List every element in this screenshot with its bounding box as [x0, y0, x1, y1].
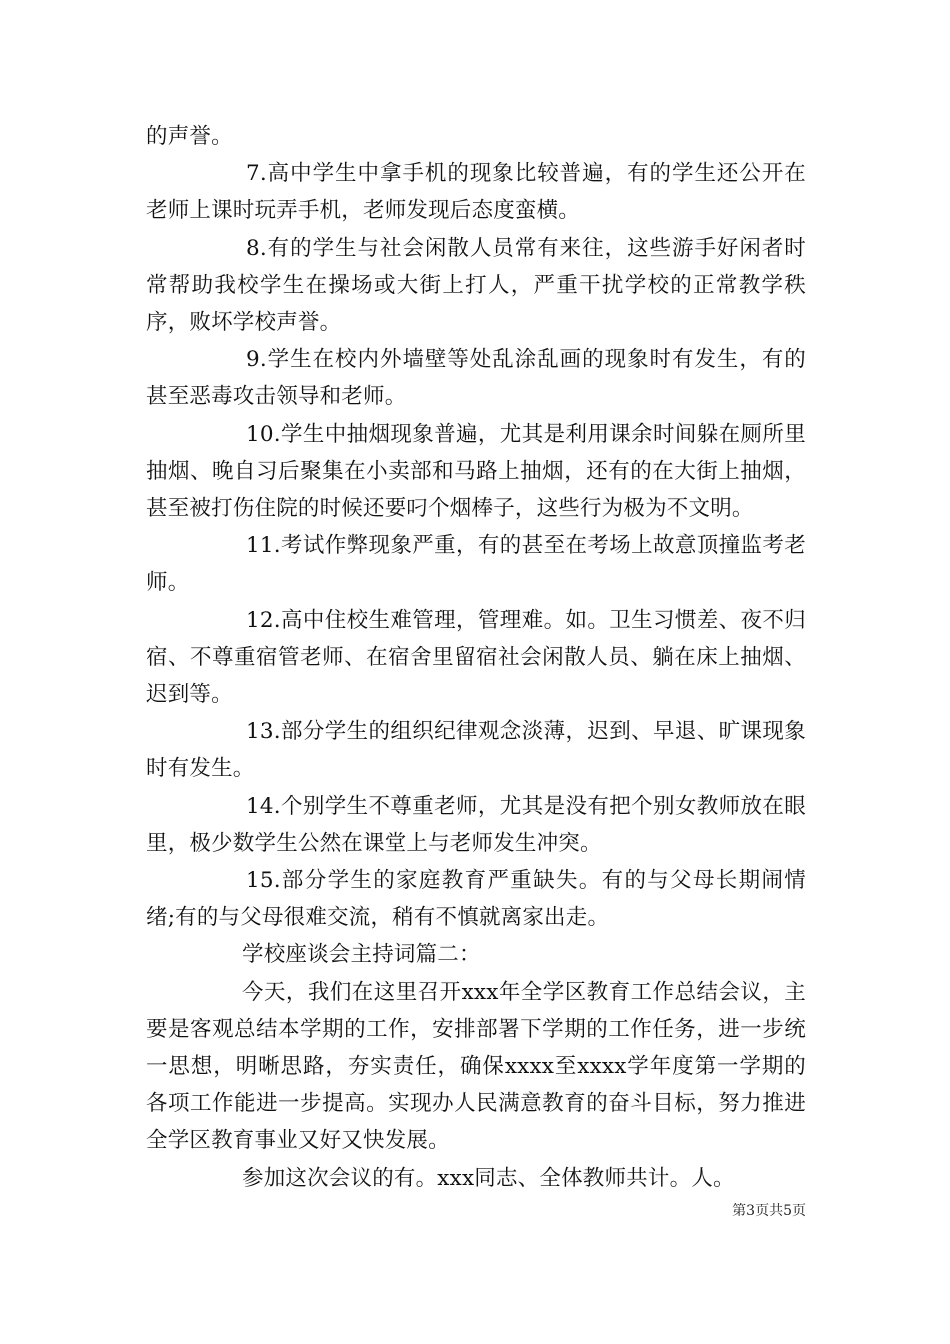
paragraph-item-12: 12.高中住校生难管理，管理难。如。卫生习惯差、夜不归宿、不尊重宿管老师、在宿舍里留宿社会闲散人员、躺在床上抽烟、迟到等。 — [146, 607, 806, 708]
paragraph-item-11: 11.考试作弊现象严重，有的甚至在考场上故意顶撞监考老师。 — [146, 533, 806, 596]
paragraph-attendees: 参加这次会议的有。xxx同志、全体教师共计。人。 — [242, 1165, 735, 1191]
paragraph-item-13: 13.部分学生的组织纪律观念淡薄，迟到、早退、旷课现象时有发生。 — [146, 719, 806, 782]
page-number: 第3页共5页 — [732, 1203, 806, 1219]
paragraph-item-14: 14.个别学生不尊重老师，尤其是没有把个别女教师放在眼里，极少数学生公然在课堂上与老师发生冲突。 — [146, 793, 806, 856]
document-body — [146, 118, 806, 1197]
paragraph-item-8: 8.有的学生与社会闲散人员常有来往，这些游手好闲者时常帮助我校学生在操场或大街上打人，严重干扰学校的正常教学秩序，败坏学校声誉。 — [146, 235, 806, 336]
paragraph-item-9: 9.学生在校内外墙壁等处乱涂乱画的现象时有发生，有的甚至恶毒攻击领导和老师。 — [146, 347, 806, 410]
paragraph-item-15: 15.部分学生的家庭教育严重缺失。有的与父母长期闹情绪;有的与父母很难交流，稍有不慎就离家出走。 — [146, 868, 806, 931]
paragraph-continuation: 的声誉。 — [146, 124, 233, 149]
section-heading: 学校座谈会主持词篇二： — [242, 942, 481, 968]
paragraph-item-10: 10.学生中抽烟现象普遍，尤其是利用课余时间躲在厕所里抽烟、晚自习后聚集在小卖部和马路上抽烟，还有的在大街上抽烟，甚至被打伤住院的时候还要叼个烟棒子，这些行为极为不文明。 — [146, 421, 806, 522]
paragraph-item-7: 7.高中学生中拿手机的现象比较普遍，有的学生还公开在老师上课时玩弄手机，老师发现后态度蛮横。 — [146, 161, 806, 224]
paragraph-opening: 今天，我们在这里召开xxx年全学区教育工作总结会议，主要是客观总结本学期的工作，安排部署下学期的工作任务，进一步统一思想，明晰思路，夯实责任，确保xxxx至xxxx学年度第一学期的各项工作能进一步提高。实现办人民满意教育的奋斗目标，努力推进全学区教育事业又好又快发展。 — [146, 979, 806, 1154]
